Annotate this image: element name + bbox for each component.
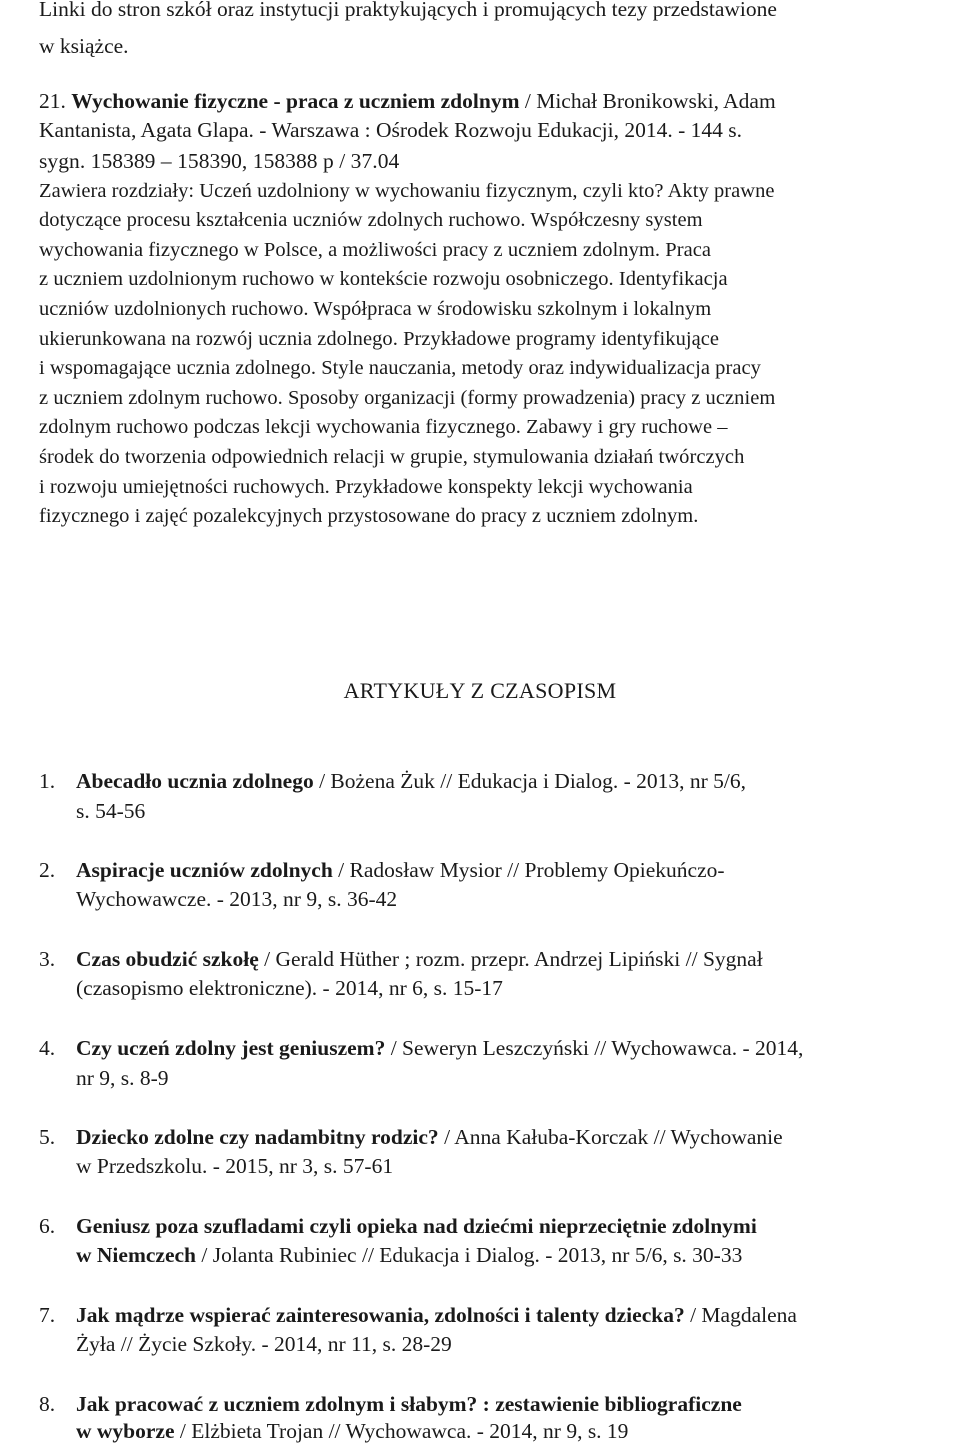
article-line-1 [76, 1035, 803, 1061]
book-21-number: 21. [39, 89, 66, 113]
article-number: 8. [39, 1392, 56, 1416]
article-title: Jak pracować z uczniem zdolnym i słabym? : zestawienie bibliograficzne [76, 1392, 742, 1416]
article-line-1 [76, 857, 725, 883]
section-heading: ARTYKUŁY Z CZASOPISM [343, 678, 617, 703]
summary-line: Zawiera rozdziały: Uczeń uzdolniony w wychowaniu fizycznym, czyli kto? Akty prawne [39, 179, 775, 202]
summary-line: ukierunkowana na rozwój ucznia zdolnego. Przykładowe programy identyfikujące [39, 327, 720, 350]
article-citation: / Jolanta Rubiniec // Edukacja i Dialog. - 2013, nr 5/6, s. 30-33 [195, 1243, 743, 1267]
summary-line: wychowania fizycznego w Polsce, a możliwości pracy z uczniem zdolnym. Praca [39, 238, 712, 261]
summary-line: środek do tworzenia odpowiednich relacji w grupie, stymulowania działań twórczych [39, 445, 745, 468]
article-number: 4. [39, 1036, 56, 1060]
summary-line: dotyczące procesu kształcenia uczniów zdolnych ruchowo. Współczesny system [39, 209, 703, 232]
book-21-signature: sygn. 158389 – 158390, 158388 p / 37.04 [39, 149, 400, 173]
article-line-2: nr 9, s. 8-9 [76, 1066, 169, 1090]
summary-line: i rozwoju umiejętności ruchowych. Przykładowe konspekty lekcji wychowania [39, 475, 693, 498]
summary-line: fizycznego i zajęć pozalekcyjnych przystosowane do pracy z uczniem zdolnym. [39, 505, 699, 528]
article-citation: / Anna Kałuba-Korczak // Wychowanie [438, 1125, 783, 1149]
article-number: 7. [39, 1303, 56, 1327]
article-citation: / Elżbieta Trojan // Wychowawca. - 2014, nr 9, s. 19 [174, 1419, 629, 1443]
summary-line: z uczniem zdolnym ruchowo. Sposoby organizacji (formy prowadzenia) pracy z uczniem [39, 386, 776, 409]
article-line-2: Wychowawcze. - 2013, nr 9, s. 36-42 [76, 887, 398, 911]
article-title: Abecadło ucznia zdolnego [76, 769, 314, 793]
article-title-continued: w wyborze [76, 1419, 175, 1443]
article-citation: / Radosław Mysior // Problemy Opiekuńczo- [332, 858, 725, 882]
article-number: 5. [39, 1125, 56, 1149]
summary-line: uczniów uzdolnionych ruchowo. Współpraca w środowisku szkolnym i lokalnym [39, 297, 712, 320]
summary-line: i wspomagające ucznia zdolnego. Style nauczania, metody oraz indywidualizacja pracy [39, 357, 761, 380]
article-title: Geniusz poza szufladami czyli opieka nad dziećmi nieprzeciętnie zdolnymi [76, 1214, 757, 1238]
article-citation: / Magdalena [684, 1303, 797, 1327]
article-line-1 [76, 1124, 783, 1150]
article-number: 2. [39, 858, 56, 882]
article-citation: / Bożena Żuk // Edukacja i Dialog. - 2013, nr 5/6, [313, 769, 746, 793]
article-title: Dziecko zdolne czy nadambitny rodzic? [76, 1125, 439, 1149]
book-21-authors: / Michał Bronikowski, Adam [519, 89, 776, 113]
article-line-2: (czasopismo elektroniczne). - 2014, nr 6, s. 15-17 [76, 976, 503, 1000]
book-21-entry-line-1 [39, 88, 776, 114]
article-title-continued: w Niemczech [76, 1243, 196, 1267]
article-citation: / Seweryn Leszczyński // Wychowawca. - 2014, [385, 1036, 804, 1060]
article-number: 6. [39, 1214, 56, 1238]
article-citation: / Gerald Hüther ; rozm. przepr. Andrzej Lipiński // Sygnał [258, 947, 763, 971]
book-21-title: Wychowanie fizyczne - praca z uczniem zdolnym [71, 89, 520, 113]
summary-line: zdolnym ruchowo podczas lekcji wychowania fizycznego. Zabawy i gry ruchowe – [39, 416, 728, 439]
article-title: Czas obudzić szkołę [76, 947, 259, 971]
article-title: Aspiracje uczniów zdolnych [76, 858, 333, 882]
intro-line-1: Linki do stron szkół oraz instytucji praktykujących i promujących tezy przedstawione [39, 0, 777, 21]
article-number: 1. [39, 769, 56, 793]
book-21-publication: Kantanista, Agata Glapa. - Warszawa : Ośrodek Rozwoju Edukacji, 2014. - 144 s. [39, 118, 743, 142]
article-line-2 [76, 1418, 628, 1444]
article-title: Jak mądrze wspierać zainteresowania, zdolności i talenty dziecka? [76, 1303, 685, 1327]
article-number: 3. [39, 947, 56, 971]
article-line-2: s. 54-56 [76, 799, 146, 823]
book-21-details [39, 118, 959, 532]
article-line-1 [76, 1391, 742, 1417]
summary-line: z uczniem uzdolnionym ruchowo w kontekście rozwoju osobniczego. Identyfikacja [39, 268, 728, 291]
article-title: Czy uczeń zdolny jest geniuszem? [76, 1036, 386, 1060]
article-line-1 [76, 946, 763, 972]
intro-line-2: w książce. [39, 34, 129, 58]
article-line-1 [76, 768, 746, 794]
article-line-2: Żyła // Życie Szkoły. - 2014, nr 11, s. 28-29 [76, 1332, 452, 1356]
article-line-2: w Przedszkolu. - 2015, nr 3, s. 57-61 [76, 1154, 394, 1178]
article-line-1 [76, 1302, 797, 1328]
article-line-2 [76, 1242, 742, 1268]
article-line-1 [76, 1213, 757, 1239]
